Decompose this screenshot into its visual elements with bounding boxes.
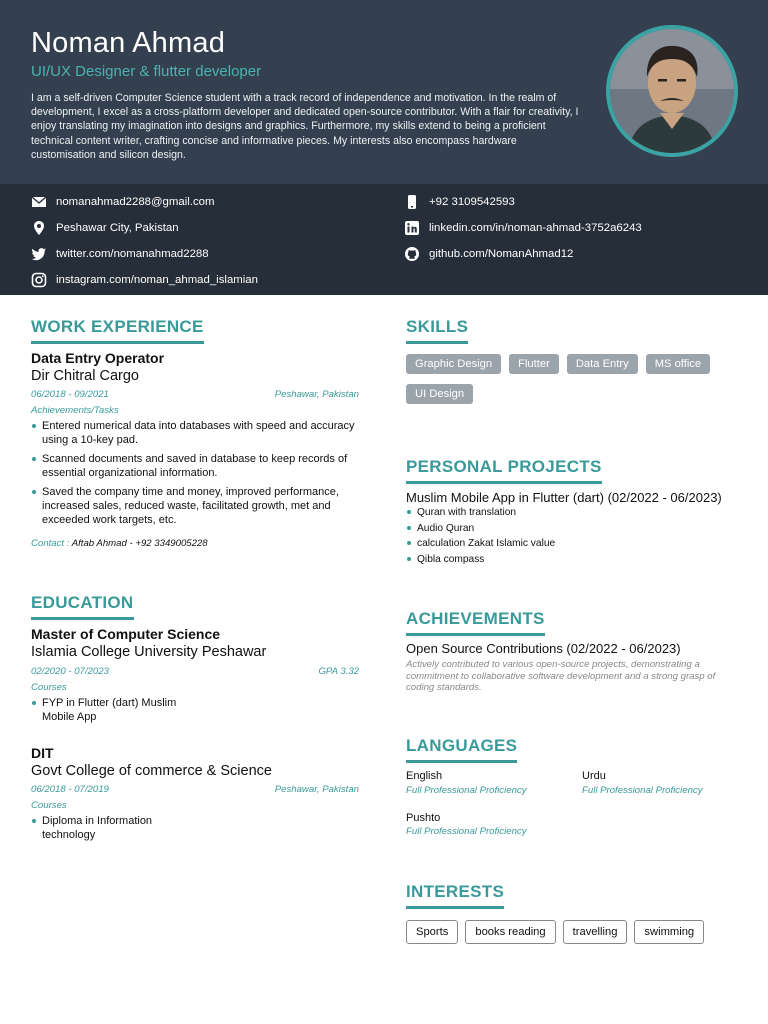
twitter-text: twitter.com/nomanahmad2288 bbox=[56, 248, 209, 260]
instagram-icon bbox=[31, 272, 47, 288]
project-feature-list bbox=[406, 505, 736, 567]
skill-tag: Data Entry bbox=[567, 354, 638, 374]
job-tasks-label: Achievements/Tasks bbox=[31, 405, 119, 416]
contact-github[interactable] bbox=[404, 246, 573, 262]
section-heading-projects: PERSONAL PROJECTS bbox=[406, 457, 602, 484]
job-task-item: Scanned documents and saved in database to keep records of essential organizational information. bbox=[31, 452, 363, 480]
interest-tag: travelling bbox=[563, 920, 628, 944]
project-feature-item: Qibla compass bbox=[406, 552, 736, 568]
candidate-name: Noman Ahmad bbox=[31, 27, 226, 59]
section-heading-languages: LANGUAGES bbox=[406, 736, 517, 763]
school-name: Govt College of commerce & Science bbox=[31, 763, 272, 779]
contact-bar bbox=[0, 184, 768, 295]
linkedin-icon bbox=[404, 220, 420, 236]
interests-list bbox=[406, 920, 704, 944]
job-location: Peshawar, Pakistan bbox=[274, 389, 359, 400]
location-text: Peshawar City, Pakistan bbox=[56, 222, 179, 234]
profile-summary: I am a self-driven Computer Science student with a track record of independence and motivation. In the realm of development, I excel as a cross-platform developer and dedicated open-source contributor. With a flair for creativity, I enjoy translating my imagination into designs and graphics. Furthermore, my skills extend to being a proficient technical content writer, crafting concise and informative pieces. My interests also encompass hardware customisation and silicon design. bbox=[31, 92, 579, 161]
job-task-item: Entered numerical data into databases with speed and accuracy using a 10-key pad. bbox=[31, 419, 363, 447]
course-item: FYP in Flutter (dart) Muslim Mobile App bbox=[31, 696, 201, 724]
language-level: Full Professional Proficiency bbox=[406, 785, 527, 796]
profile-photo bbox=[606, 25, 738, 157]
language-level: Full Professional Proficiency bbox=[582, 785, 703, 796]
twitter-icon bbox=[31, 246, 47, 262]
skills-list bbox=[406, 354, 736, 404]
course-list bbox=[31, 814, 181, 842]
github-icon bbox=[404, 246, 420, 262]
contact-email[interactable] bbox=[31, 194, 214, 210]
project-feature-item: Audio Quran bbox=[406, 521, 736, 537]
language-name: Pushto bbox=[406, 812, 441, 824]
email-icon bbox=[31, 194, 47, 210]
job-task-list bbox=[31, 419, 363, 527]
school-name: Islamia College University Peshawar bbox=[31, 644, 267, 660]
skill-tag: MS office bbox=[646, 354, 710, 374]
skill-tag: Flutter bbox=[509, 354, 559, 374]
education-location: Peshawar, Pakistan bbox=[274, 784, 359, 795]
course-item: Diploma in Information technology bbox=[31, 814, 181, 842]
job-task-item: Saved the company time and money, improved performance, increased sales, reduced waste, facilitated growth, met and exceeded work targets, etc. bbox=[31, 485, 363, 527]
candidate-role: UI/UX Designer & flutter developer bbox=[31, 63, 262, 80]
instagram-text: instagram.com/noman_ahmad_islamian bbox=[56, 274, 258, 286]
education-gpa: GPA 3.32 bbox=[318, 666, 359, 677]
courses-label: Courses bbox=[31, 682, 67, 693]
section-heading-achievements: ACHIEVEMENTS bbox=[406, 609, 545, 636]
linkedin-text: linkedin.com/in/noman-ahmad-3752a6243 bbox=[429, 222, 642, 234]
project-feature-item: Quran with translation bbox=[406, 505, 736, 521]
interest-tag: books reading bbox=[465, 920, 555, 944]
section-heading-interests: INTERESTS bbox=[406, 882, 504, 909]
contact-instagram[interactable] bbox=[31, 272, 258, 288]
job-reference bbox=[31, 538, 208, 549]
contact-linkedin[interactable] bbox=[404, 220, 642, 236]
job-reference-label: Contact : bbox=[31, 538, 70, 549]
section-heading-work: WORK EXPERIENCE bbox=[31, 317, 204, 344]
achievement-title: Open Source Contributions (02/2022 - 06/2023) bbox=[406, 641, 681, 656]
github-text: github.com/NomanAhmad12 bbox=[429, 248, 574, 260]
job-company: Dir Chitral Cargo bbox=[31, 368, 139, 384]
profile-photo-image bbox=[610, 29, 734, 153]
resume-header bbox=[0, 0, 768, 184]
contact-twitter[interactable] bbox=[31, 246, 209, 262]
degree-title: DIT bbox=[31, 745, 54, 761]
interest-tag: Sports bbox=[406, 920, 458, 944]
courses-label: Courses bbox=[31, 800, 67, 811]
interest-tag: swimming bbox=[634, 920, 704, 944]
skill-tag: UI Design bbox=[406, 384, 473, 404]
job-title: Data Entry Operator bbox=[31, 350, 165, 366]
achievement-description: Actively contributed to various open-source projects, demonstrating a commitment to collaborative software development and a strong grasp of coding standards. bbox=[406, 659, 716, 694]
language-name: English bbox=[406, 770, 443, 782]
education-dates: 06/2018 - 07/2019 bbox=[31, 784, 109, 795]
job-reference-value: Aftab Ahmad - +92 3349005228 bbox=[71, 538, 208, 549]
project-title: Muslim Mobile App in Flutter (dart) (02/2022 - 06/2023) bbox=[406, 490, 722, 505]
contact-phone[interactable] bbox=[404, 194, 515, 210]
phone-icon bbox=[404, 194, 420, 210]
location-icon bbox=[31, 220, 47, 236]
phone-text: +92 3109542593 bbox=[429, 196, 515, 208]
language-level: Full Professional Proficiency bbox=[406, 826, 527, 837]
section-heading-skills: SKILLS bbox=[406, 317, 468, 344]
skill-tag: Graphic Design bbox=[406, 354, 501, 374]
job-dates: 06/2018 - 09/2021 bbox=[31, 389, 109, 400]
degree-title: Master of Computer Science bbox=[31, 626, 221, 642]
contact-location bbox=[31, 220, 179, 236]
language-name: Urdu bbox=[582, 770, 606, 782]
section-heading-education: EDUCATION bbox=[31, 593, 134, 620]
education-dates: 02/2020 - 07/2023 bbox=[31, 666, 109, 677]
email-text: nomanahmad2288@gmail.com bbox=[56, 196, 215, 208]
project-feature-item: calculation Zakat Islamic value bbox=[406, 536, 736, 552]
course-list bbox=[31, 696, 201, 724]
